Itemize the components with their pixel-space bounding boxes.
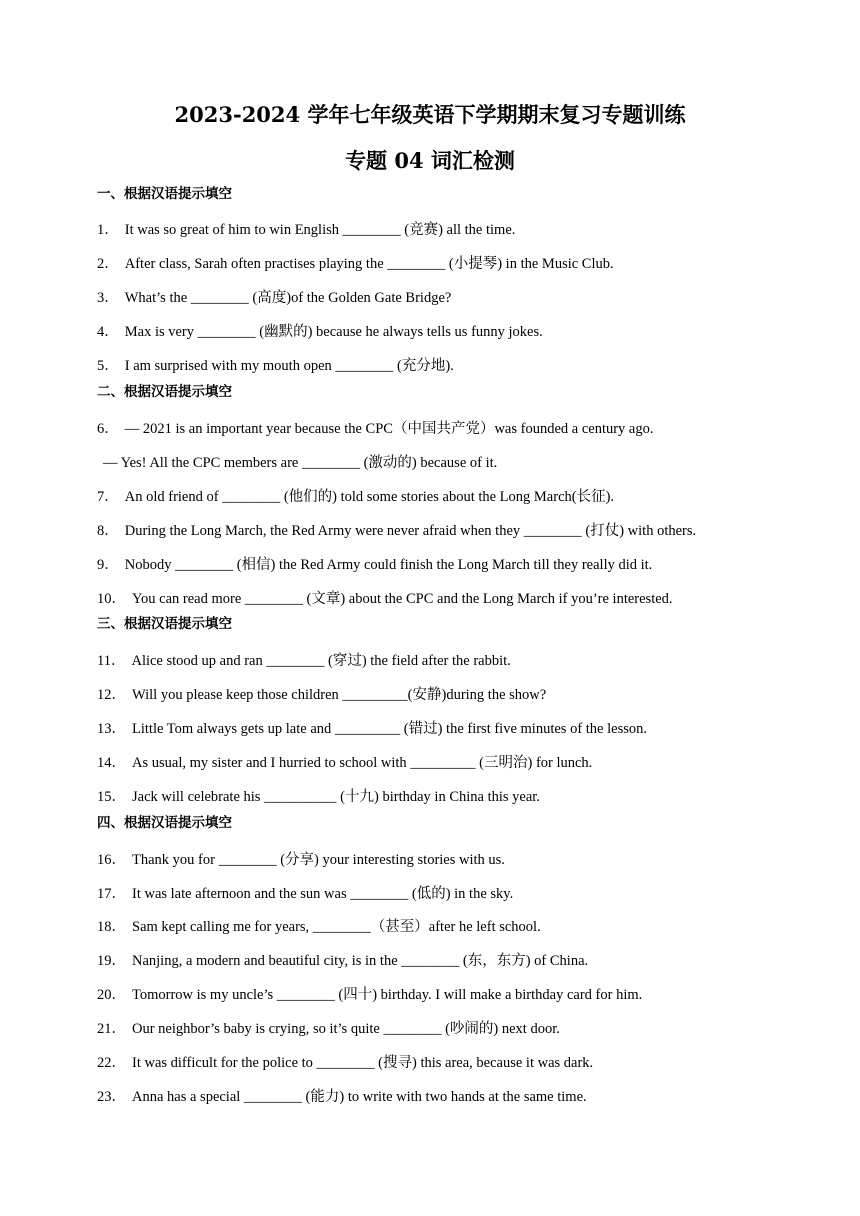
question-line (97, 686, 546, 704)
question-number: 22． (97, 1055, 126, 1071)
question-line (97, 986, 642, 1004)
question-number: 5． (97, 358, 119, 374)
question-text: Sam kept calling me for years, ________（甚至）after he left school. (132, 919, 541, 935)
question-line (97, 918, 541, 936)
question-number: 18． (97, 919, 126, 935)
question-line (97, 420, 653, 438)
question-line (97, 289, 451, 307)
question-number: 13． (97, 721, 126, 737)
question-line (97, 488, 614, 506)
question-line (97, 454, 497, 472)
question-line (97, 556, 652, 574)
page-subtitle: 专题 04 词汇检测 (345, 148, 515, 173)
question-text: Anna has a special ________ (能力) to write with two hands at the same time. (132, 1089, 587, 1105)
question-line (97, 952, 588, 970)
question-line (97, 788, 540, 806)
question-text: Little Tom always gets up late and _________ (错过) the first five minutes of the lesson. (132, 721, 647, 737)
question-text: Max is very ________ (幽默的) because he always tells us funny jokes. (124, 324, 543, 340)
section-heading: 二、根据汉语提示填空 (97, 384, 232, 400)
question-number: 6． (97, 421, 119, 437)
question-number: 12． (97, 687, 126, 703)
question-line (97, 754, 592, 772)
question-text: Thank you for ________ (分享) your interesting stories with us. (132, 852, 505, 868)
page-title: 2023-2024 学年七年级英语下学期期末复习专题训练 (174, 102, 686, 127)
question-text: I am surprised with my mouth open ________ (充分地). (124, 358, 454, 374)
question-text: It was so great of him to win English ________ (竞赛) all the time. (124, 222, 516, 238)
question-text: Our neighbor’s baby is crying, so it’s quite ________ (吵闹的) next door. (132, 1021, 560, 1037)
question-number: 11． (97, 653, 126, 669)
question-text: Will you please keep those children _________(安静)during the show? (132, 687, 547, 703)
question-number: 3． (97, 290, 119, 306)
question-line (97, 1054, 593, 1072)
question-line (97, 590, 673, 608)
section-heading: 一、根据汉语提示填空 (97, 186, 232, 202)
question-text: Jack will celebrate his __________ (十九) birthday in China this year. (132, 789, 540, 805)
question-line (97, 851, 505, 869)
question-line (97, 323, 543, 341)
question-number: 8． (97, 523, 119, 539)
question-text: Tomorrow is my uncle’s ________ (四十) birthday. I will make a birthday card for him. (132, 987, 643, 1003)
question-text: What’s the ________ (高度)of the Golden Gate Bridge? (124, 290, 452, 306)
question-number: 21． (97, 1021, 126, 1037)
question-number: 20． (97, 987, 126, 1003)
question-number: 19． (97, 953, 126, 969)
question-number: 9． (97, 557, 119, 573)
question-text: After class, Sarah often practises playing the ________ (小提琴) in the Music Club. (124, 256, 614, 272)
section-heading: 四、根据汉语提示填空 (97, 815, 232, 831)
question-line (97, 221, 515, 239)
question-line (97, 885, 513, 903)
question-line (97, 255, 614, 273)
question-text: An old friend of ________ (他们的) told some stories about the Long March(长征). (124, 489, 615, 505)
question-line (97, 1020, 560, 1038)
question-number: 23． (97, 1089, 126, 1105)
question-line (97, 1088, 587, 1106)
question-text: As usual, my sister and I hurried to school with _________ (三明治) for lunch. (132, 755, 593, 771)
question-text: Nanjing, a modern and beautiful city, is in the ________ (东，东方) of China. (132, 953, 589, 969)
question-number: 7． (97, 489, 119, 505)
question-number: 17． (97, 886, 126, 902)
question-number: 1． (97, 222, 119, 238)
question-number: 15． (97, 789, 126, 805)
question-number: 2． (97, 256, 119, 272)
question-text: You can read more ________ (文章) about the CPC and the Long March if you’re interested. (132, 591, 673, 607)
question-text: During the Long March, the Red Army were never afraid when they ________ (打仗) with others. (124, 523, 697, 539)
question-number: 10． (97, 591, 126, 607)
question-text: — Yes! All the CPC members are ________ (激动的) because of it. (103, 455, 498, 471)
question-line (97, 652, 511, 670)
question-line (97, 522, 696, 540)
question-number: 4． (97, 324, 119, 340)
question-number: 14． (97, 755, 126, 771)
question-text: It was late afternoon and the sun was ________ (低的) in the sky. (132, 886, 514, 902)
question-text: Alice stood up and ran ________ (穿过) the field after the rabbit. (131, 653, 511, 669)
section-heading: 三、根据汉语提示填空 (97, 616, 232, 632)
question-text: It was difficult for the police to ________ (搜寻) this area, because it was dark. (132, 1055, 594, 1071)
question-text: Nobody ________ (相信) the Red Army could finish the Long March till they really did it. (124, 557, 653, 573)
question-line (97, 357, 454, 375)
question-line (97, 720, 647, 738)
question-text: — 2021 is an important year because the CPC（中国共产党）was founded a century ago. (124, 421, 654, 437)
question-number: 16． (97, 852, 126, 868)
